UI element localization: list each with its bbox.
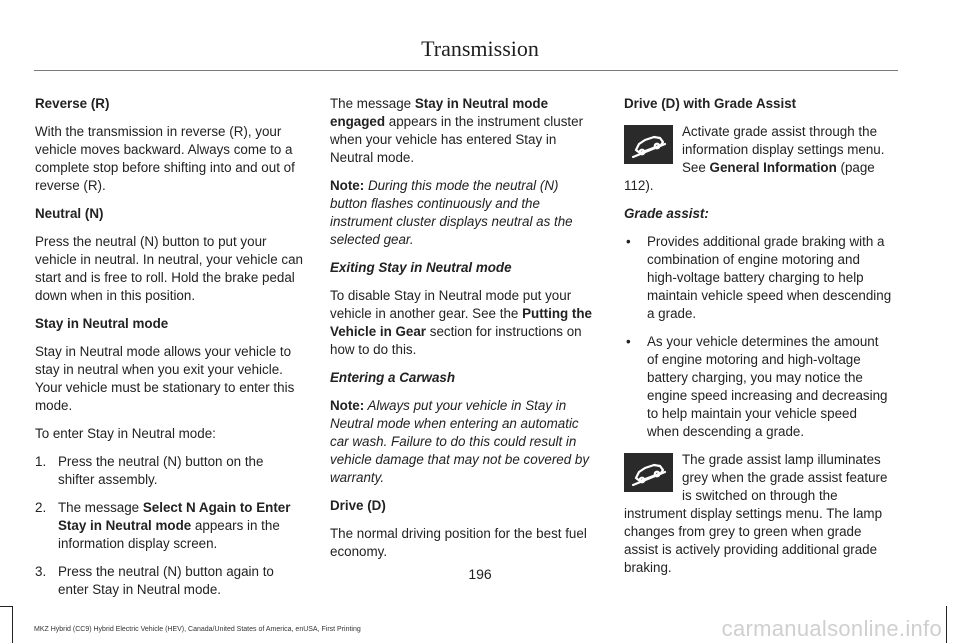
reverse-text: With the transmission in reverse (R), your vehicle moves backward. Always come to a complete stop before shifting into and out of reverse (R). <box>35 124 295 193</box>
note-text: Always put your vehicle in Stay in Neutral mode when entering an automatic car wash. Failure to do this could result in vehicle damage that may not be covered by warranty. <box>330 398 590 485</box>
text-segment: The grade assist lamp illuminates grey when the grade assist feature is switched on through the instrument display settings menu. The lamp changes from grey to green when grade assist is actively providing additional grade braking. <box>624 452 888 575</box>
step-text-pre: The message <box>58 500 143 515</box>
stay-neutral-text: Stay in Neutral mode allows your vehicle to stay in neutral when you exit your vehicle. Your vehicle must be stationary to enter this mode. <box>35 344 295 413</box>
document-info: MKZ Hybrid (CC9) Hybrid Electric Vehicle (HEV), Canada/United States of America, enUSA, First Printing <box>34 626 361 633</box>
bullet-dot: • <box>626 234 631 249</box>
engaged-message-bold: Stay in Neutral mode engaged <box>330 96 549 129</box>
crop-mark <box>946 606 947 643</box>
grade-assist-icon <box>624 125 673 164</box>
list-item <box>624 333 892 441</box>
drive-heading: Drive (D) <box>330 498 386 513</box>
text-segment: To disable Stay in Neutral mode put your vehicle in another gear. See the <box>330 288 572 321</box>
activate-paragraph <box>624 123 892 195</box>
step-number: 2. <box>35 500 47 515</box>
crop-mark <box>0 606 13 607</box>
text-segment: section for instructions on how to do this. <box>330 324 582 357</box>
page-title: Transmission <box>421 36 539 61</box>
car-on-slope-icon <box>630 131 668 159</box>
text-segment: appears in the instrument cluster when your vehicle has entered Stay in Neutral mode. <box>330 114 584 165</box>
text-segment: The message <box>330 96 415 111</box>
engaged-message-paragraph <box>330 95 598 167</box>
car-on-slope-icon <box>630 459 668 487</box>
page-number: 196 <box>468 566 492 582</box>
exiting-paragraph <box>330 287 598 359</box>
stay-neutral-heading: Stay in Neutral mode <box>35 316 169 331</box>
grade-assist-heading: Drive (D) with Grade Assist <box>624 96 797 111</box>
general-info-link-text: General Information <box>709 160 837 175</box>
drive-text: The normal driving position for the best fuel economy. <box>330 526 587 559</box>
neutral-text: Press the neutral (N) button to put your vehicle in neutral. In neutral, your vehicle can start and is free to roll. Hold the brake pedal down when in this position. <box>35 234 303 303</box>
note-carwash <box>330 397 598 487</box>
carwash-heading: Entering a Carwash <box>330 370 456 385</box>
column-middle <box>330 95 598 571</box>
enter-intro: To enter Stay in Neutral mode: <box>35 426 216 441</box>
step-text: Press the neutral (N) button again to enter Stay in Neutral mode. <box>58 564 274 597</box>
grade-assist-lamp-icon <box>624 453 673 492</box>
list-item <box>35 499 303 553</box>
grade-assist-bullets <box>624 233 892 441</box>
header-divider <box>34 70 898 71</box>
step-number: 3. <box>35 564 47 579</box>
note-text: During this mode the neutral (N) button flashes continuously and the instrument cluster displays neutral as the selected gear. <box>330 178 573 247</box>
bullet-text: Provides additional grade braking with a combination of engine motoring and high-voltage battery charging to help maintain vehicle speed when descending a grade. <box>647 234 892 321</box>
bullet-dot: • <box>626 334 631 349</box>
column-right <box>624 95 892 587</box>
neutral-heading: Neutral (N) <box>35 206 104 221</box>
gear-section-link-text: Putting the Vehicle in Gear <box>330 306 592 339</box>
step-text: Press the neutral (N) button on the shifter assembly. <box>58 454 264 487</box>
text-segment: (page 112). <box>624 160 875 193</box>
step-number: 1. <box>35 454 47 469</box>
text-segment: Activate grade assist through the information display settings menu. See <box>682 124 885 175</box>
note-neutral-flash <box>330 177 598 249</box>
watermark: carmanualsonline.info <box>721 616 942 641</box>
bullet-text: As your vehicle determines the amount of engine motoring and high-voltage battery charging, you may notice the engine speed increasing and decreasing to help maintain your vehicle speed when descending a grade. <box>647 334 888 439</box>
list-item <box>35 453 303 489</box>
list-item <box>624 233 892 323</box>
reverse-heading: Reverse (R) <box>35 96 110 111</box>
step-text-post: appears in the information display screen. <box>58 518 280 551</box>
exiting-heading: Exiting Stay in Neutral mode <box>330 260 512 275</box>
lamp-paragraph <box>624 451 892 577</box>
column-left <box>35 95 303 609</box>
grade-assist-label: Grade assist: <box>624 206 709 221</box>
crop-mark <box>12 606 13 643</box>
step-message-bold: Select N Again to Enter Stay in Neutral mode <box>58 500 291 533</box>
note-label: Note: <box>330 178 365 193</box>
note-label: Note: <box>330 398 365 413</box>
